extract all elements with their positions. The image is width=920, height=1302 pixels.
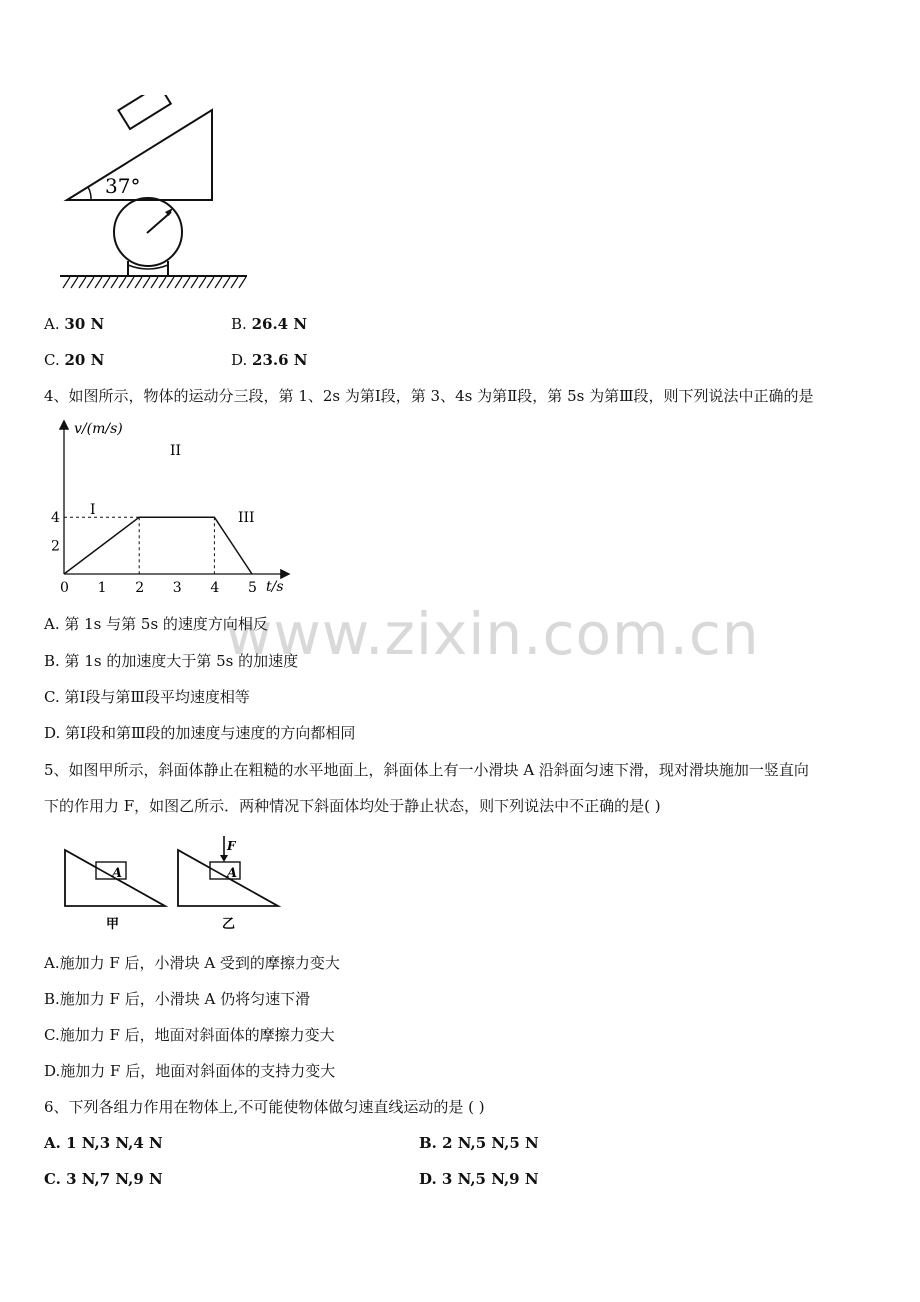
q6-option-a[interactable]: A. 1 N,3 N,4 N — [44, 1134, 163, 1152]
q6-option-b[interactable]: B. 2 N,5 N,5 N — [419, 1134, 539, 1152]
x-tick-label: 4 — [210, 580, 220, 596]
q5-stem-line2: 下的作用力 F，如图乙所示．两种情况下斜面体均处于静止状态，则下列说法中不正确的是( ) — [44, 797, 661, 815]
fig-label-left: 甲 — [106, 917, 120, 932]
x-tick-label: 2 — [135, 580, 145, 596]
fig-label-right: 乙 — [222, 917, 236, 932]
x-tick-label: 5 — [248, 580, 257, 596]
option-letter: B. — [231, 315, 247, 333]
segment-label-2: II — [170, 443, 182, 459]
q6-option-c[interactable]: C. 3 N,7 N,9 N — [44, 1170, 163, 1188]
q4-stem: 4、如图所示，物体的运动分三段，第 1、2s 为第Ⅰ段，第 3、4s 为第Ⅱ段，第 5s 为第Ⅲ段，则下列说法中正确的是 — [44, 387, 814, 405]
block-label-left: A — [112, 866, 123, 881]
q4-option-b[interactable]: B. 第 1s 的加速度大于第 5s 的加速度 — [44, 652, 299, 670]
q6-stem: 6、下列各组力作用在物体上,不可能使物体做匀速直线运动的是 ( ) — [44, 1098, 485, 1116]
y-tick-label: 4 — [51, 510, 60, 527]
option-letter: C. — [44, 351, 60, 369]
q5-option-b[interactable]: B.施加力 F 后，小滑块 A 仍将匀速下滑 — [44, 990, 311, 1008]
x-tick-label: 1 — [97, 580, 107, 596]
q3-option-a[interactable] — [44, 314, 104, 334]
x-tick-label: 3 — [172, 580, 182, 596]
q6-option-d[interactable]: D. 3 N,5 N,9 N — [419, 1170, 539, 1188]
incline-scale-figure — [55, 95, 255, 295]
q5-option-c[interactable]: C.施加力 F 后，地面对斜面体的摩擦力变大 — [44, 1026, 335, 1044]
option-letter: D. — [231, 351, 248, 369]
segment-label-1: I — [90, 502, 96, 518]
option-value: 20 N — [64, 351, 105, 369]
angle-label: 37° — [105, 174, 141, 198]
q5-figures — [60, 834, 300, 934]
segment-label-3: III — [238, 510, 255, 526]
x-axis-label: t/s — [266, 579, 284, 595]
q4-option-c[interactable]: C. 第Ⅰ段与第Ⅲ段平均速度相等 — [44, 688, 250, 706]
option-value: 26.4 N — [251, 315, 308, 333]
vt-chart — [44, 416, 304, 602]
option-value: 30 N — [64, 315, 105, 333]
option-value: 23.6 N — [252, 351, 308, 369]
y-axis-label: v/(m/s) — [74, 421, 123, 437]
block-label-right: A — [227, 866, 238, 881]
force-label: F — [227, 839, 236, 853]
q4-option-a[interactable]: A. 第 1s 与第 5s 的速度方向相反 — [44, 615, 268, 633]
watermark: www.zixin.com.cn — [225, 600, 760, 668]
velocity-line — [64, 517, 252, 574]
x-tick-label: 0 — [60, 580, 69, 596]
q4-option-d[interactable]: D. 第Ⅰ段和第Ⅲ段的加速度与速度的方向都相同 — [44, 724, 356, 742]
y-tick-label: 2 — [51, 538, 60, 555]
q3-option-c[interactable] — [44, 350, 104, 370]
q5-option-d[interactable]: D.施加力 F 后，地面对斜面体的支持力变大 — [44, 1062, 336, 1080]
q3-option-b[interactable] — [231, 314, 307, 334]
option-letter: A. — [44, 315, 60, 333]
q5-stem-line1: 5、如图甲所示，斜面体静止在粗糙的水平地面上，斜面体上有一小滑块 A 沿斜面匀速下滑，现对滑块施加一竖直向 — [44, 761, 809, 779]
q5-option-a[interactable]: A.施加力 F 后，小滑块 A 受到的摩擦力变大 — [44, 954, 340, 972]
q3-option-d[interactable] — [231, 350, 308, 370]
